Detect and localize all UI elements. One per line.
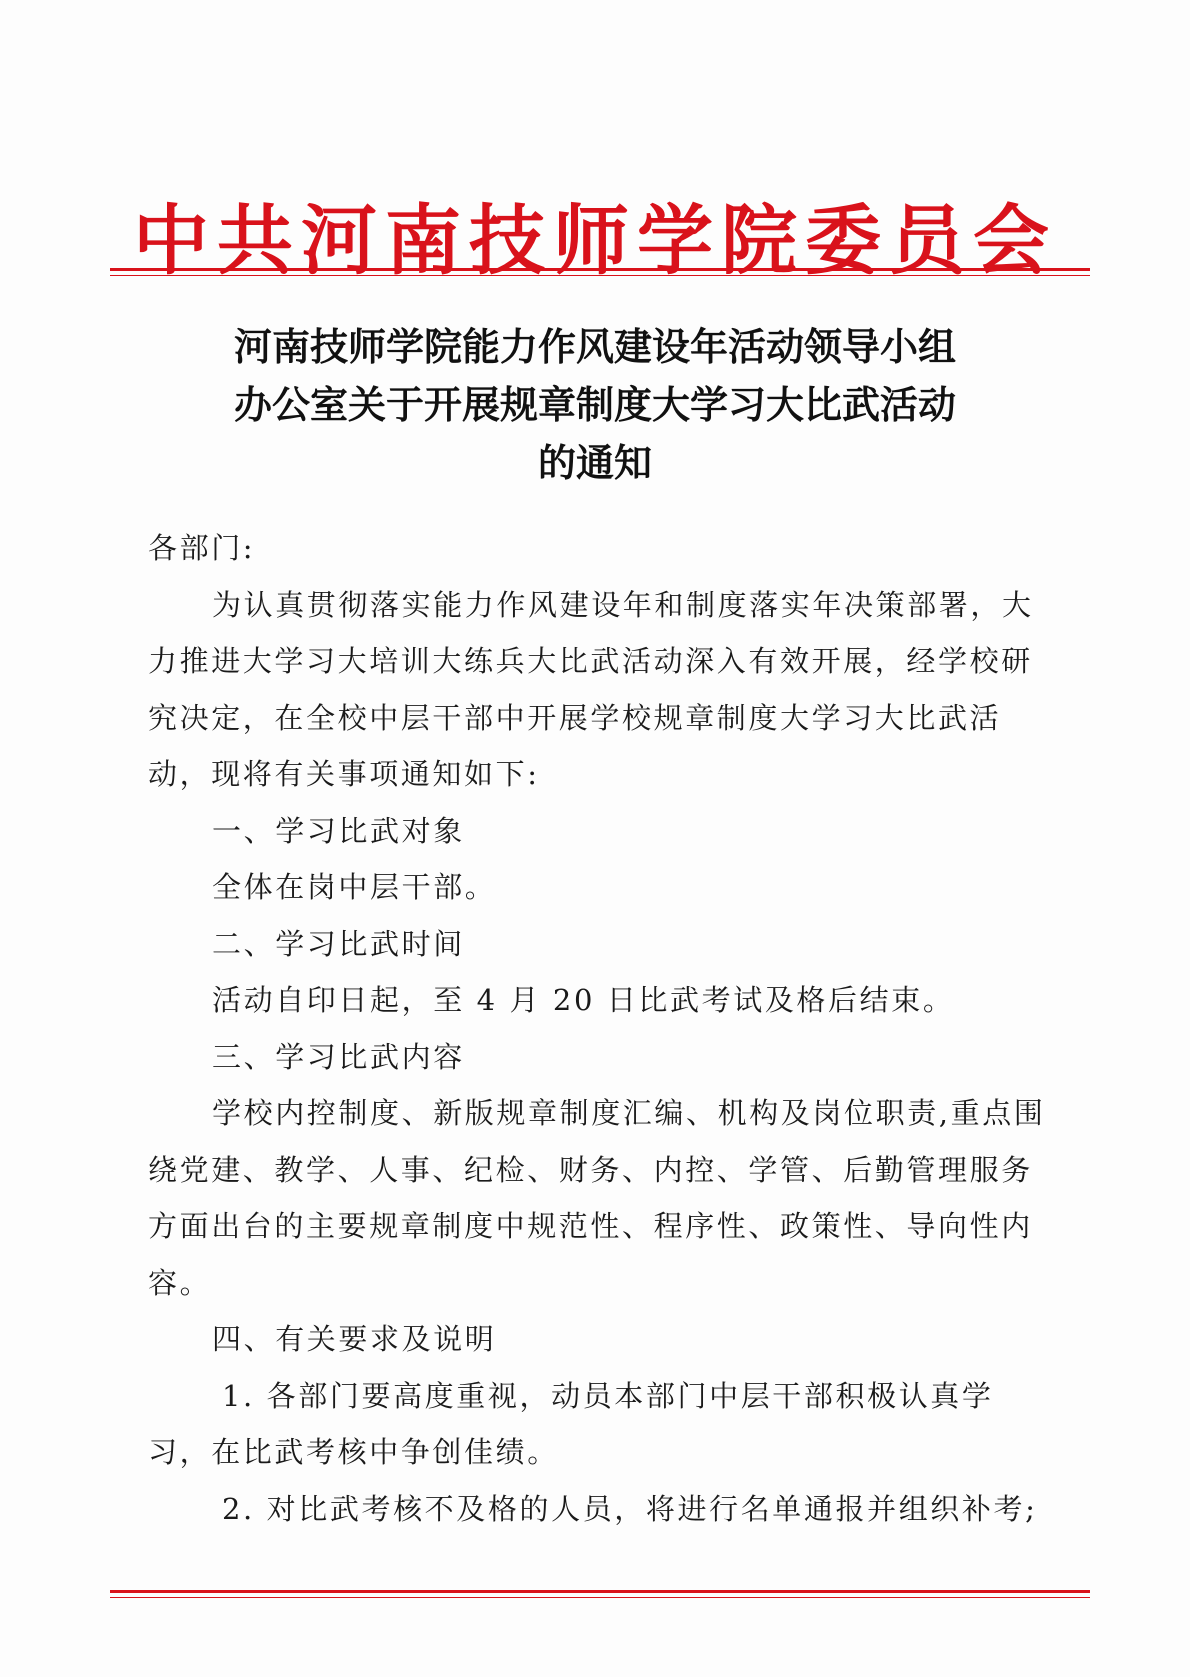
masthead-rule-top bbox=[110, 268, 1090, 271]
requirement-item-1: 1. 各部门要高度重视，动员本部门中层干部积极认真学习，在比武考核中争创佳绩。 bbox=[148, 1378, 994, 1469]
section-heading-1: 一、学习比武对象 bbox=[212, 813, 465, 848]
footer-rule-bottom bbox=[110, 1597, 1090, 1598]
footer-rule-top bbox=[110, 1590, 1090, 1593]
title-line-2: 办公室关于开展规章制度大学习大比武活动 bbox=[233, 382, 956, 427]
notice-title bbox=[150, 318, 1040, 492]
section-text-2: 活动自印日起，至 4 月 20 日比武考试及格后结束。 bbox=[212, 983, 955, 1017]
masthead-rule-bottom bbox=[110, 275, 1090, 276]
requirement-item-2: 2. 对比武考核不及格的人员，将进行名单通报并组织补考; bbox=[222, 1491, 1038, 1526]
section-text-1: 全体在岗中层干部。 bbox=[212, 870, 497, 904]
masthead-title: 中共河南技师学院委员会 bbox=[133, 196, 1057, 285]
section-heading-2: 二、学习比武时间 bbox=[212, 926, 465, 961]
title-line-1: 河南技师学院能力作风建设年活动领导小组 bbox=[233, 324, 956, 369]
notice-body bbox=[148, 520, 1048, 1537]
intro-paragraph: 为认真贯彻落实能力作风建设年和制度落实年决策部署，大力推进大学习大培训大练兵大比武活动深入有效开展，经学校研究决定，在全校中层干部中开展学校规章制度大学习大比武活动，现将有关事项通知如下: bbox=[148, 587, 1034, 791]
salutation: 各部门: bbox=[148, 531, 256, 565]
section-text-3: 学校内控制度、新版规章制度汇编、机构及岗位职责,重点围绕党建、教学、人事、纪检、财务、内控、学管、后勤管理服务方面出台的主要规章制度中规范性、程序性、政策性、导向性内容。 bbox=[148, 1096, 1046, 1300]
section-heading-3: 三、学习比武内容 bbox=[212, 1039, 465, 1074]
title-line-3: 的通知 bbox=[537, 440, 652, 485]
requirements-heading: 四、有关要求及说明 bbox=[212, 1322, 497, 1356]
